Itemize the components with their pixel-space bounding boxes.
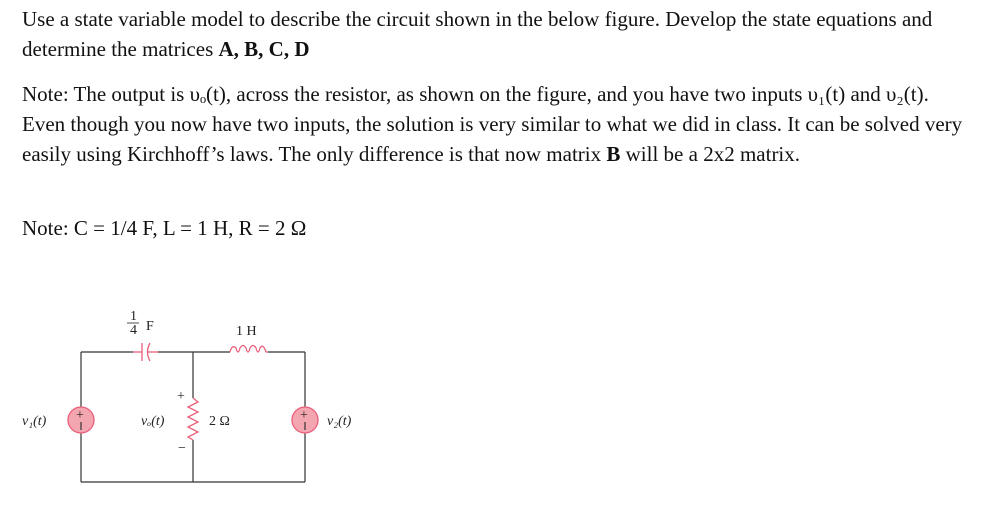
component-values-text: Note: C = 1/4 F, L = 1 H, R = 2 Ω bbox=[22, 216, 307, 240]
resistor-label: 2 Ω bbox=[209, 414, 230, 429]
note-text-part2: will be a 2x2 matrix. bbox=[620, 142, 801, 166]
output-voltage-label: vₒ(t) bbox=[141, 414, 165, 429]
note-text-part1: Note: The output is υₒ(t), across the resistor, as shown on the figure, and you have two inputs υ₁(t) and υ₂(t). Even though you now have two inputs, the solution is very similar to what we did in class. It can be solved very easily using Kirchhoff’s laws. The only difference is that now matrix bbox=[22, 82, 963, 166]
capacitor bbox=[133, 343, 158, 361]
capacitor-label bbox=[127, 309, 154, 338]
inductor bbox=[230, 346, 268, 353]
voltage-source-2 bbox=[292, 407, 318, 433]
source2-label: v₂(t) bbox=[327, 414, 352, 429]
source1-label: v₁(t) bbox=[22, 414, 47, 429]
output-minus-sign: − bbox=[178, 441, 186, 456]
source1-plus-sign: + bbox=[76, 408, 84, 423]
voltage-source-1 bbox=[68, 407, 94, 433]
capacitor-unit: F bbox=[146, 319, 154, 334]
problem-statement-text: Use a state variable model to describe the circuit shown in the below figure. Develop the state equations and determine the matrices bbox=[22, 7, 933, 61]
matrix-b-label: B bbox=[606, 142, 621, 166]
resistor bbox=[188, 398, 198, 440]
capacitor-value-denominator: 4 bbox=[130, 323, 137, 338]
capacitor-value-numerator: 1 bbox=[130, 309, 137, 324]
source2-plus-sign: + bbox=[300, 408, 308, 423]
inductor-label: 1 H bbox=[236, 324, 257, 339]
circuit-wires bbox=[81, 352, 305, 482]
matrices-label: A, B, C, D bbox=[218, 37, 310, 61]
output-plus-sign: + bbox=[177, 389, 185, 404]
